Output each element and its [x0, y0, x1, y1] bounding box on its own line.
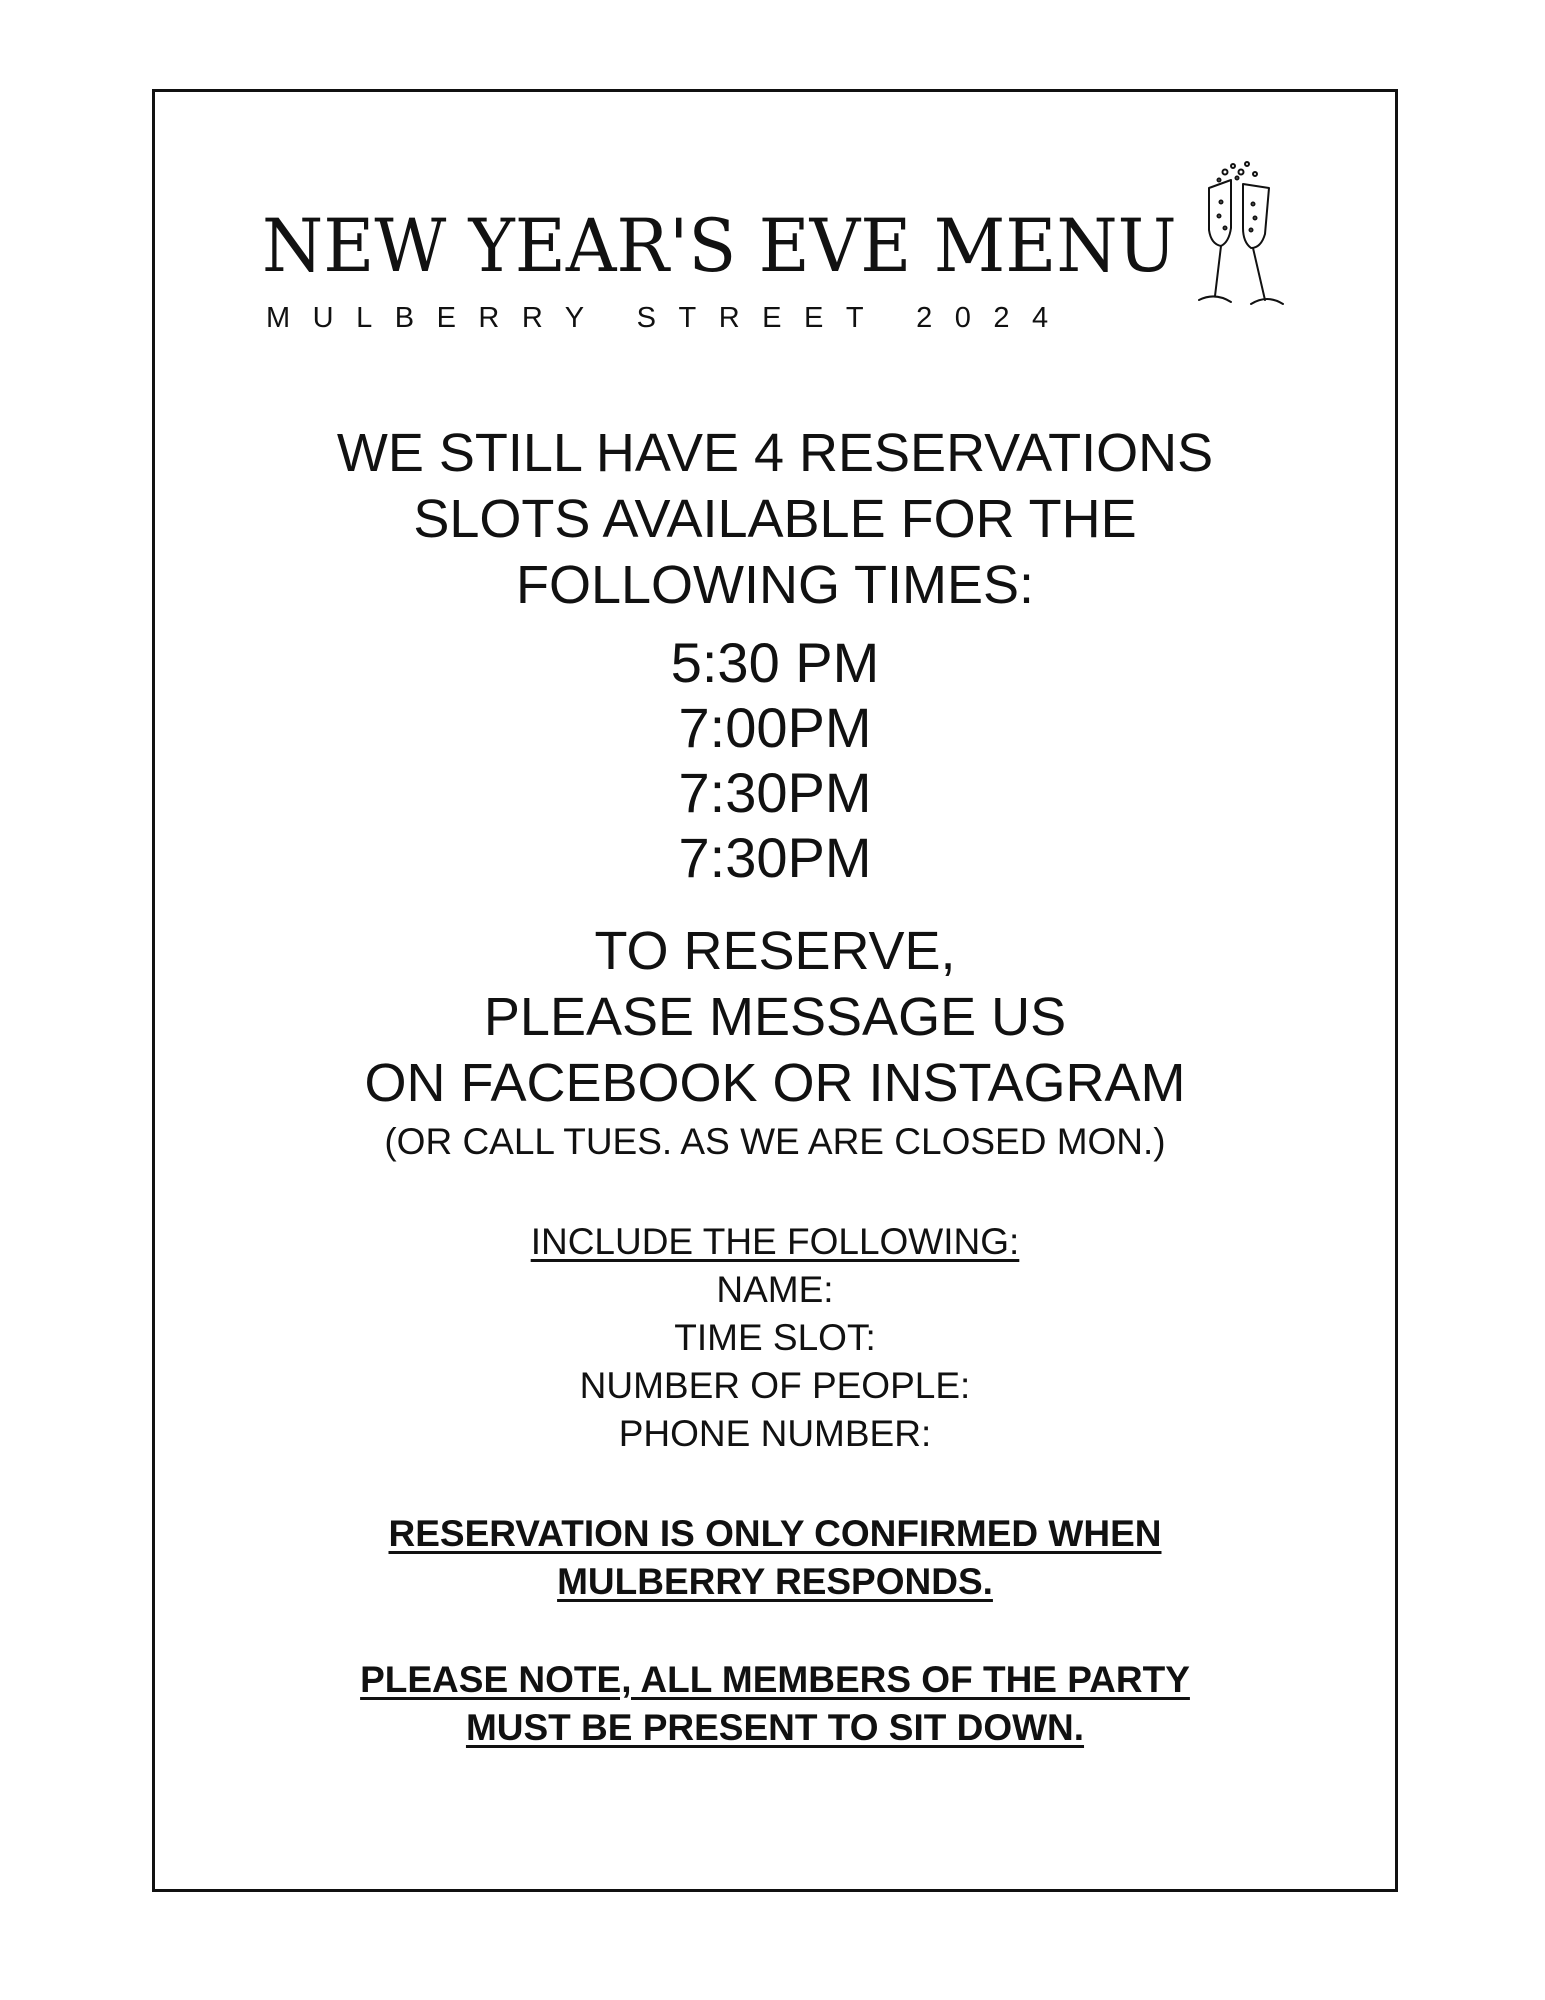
required-field: TIME SLOT: — [674, 1317, 876, 1358]
reserve-instructions — [152, 918, 1398, 1116]
time-slot: 7:30PM — [678, 761, 872, 824]
confirmation-notice — [152, 1510, 1398, 1606]
required-fields-list — [152, 1266, 1398, 1458]
time-slot-list — [152, 630, 1398, 890]
champagne-glasses-icon — [1185, 158, 1305, 310]
availability-line: SLOTS AVAILABLE FOR THE — [413, 489, 1137, 549]
availability-text — [152, 420, 1398, 618]
required-field: NUMBER OF PEOPLE: — [579, 1365, 971, 1406]
header — [0, 0, 1545, 360]
notice-line: MULBERRY RESPONDS. — [557, 1561, 993, 1602]
notice-line: MUST BE PRESENT TO SIT DOWN. — [465, 1707, 1085, 1748]
party-notice — [152, 1656, 1398, 1752]
notice-line: RESERVATION IS ONLY CONFIRMED WHEN — [388, 1513, 1162, 1554]
page-subtitle: MULBERRY STREET 2024 — [266, 302, 1071, 334]
time-slot: 7:00PM — [678, 696, 872, 759]
reserve-line: PLEASE MESSAGE US — [483, 987, 1067, 1047]
reserve-line: TO RESERVE, — [594, 921, 956, 981]
time-slot: 5:30 PM — [670, 631, 880, 694]
include-heading: INCLUDE THE FOLLOWING: — [530, 1221, 1020, 1262]
main-content — [152, 420, 1398, 1752]
required-field: NAME: — [716, 1269, 834, 1310]
reserve-note: (OR CALL TUES. AS WE ARE CLOSED MON.) — [384, 1121, 1166, 1162]
reserve-line: ON FACEBOOK OR INSTAGRAM — [364, 1053, 1186, 1113]
required-field: PHONE NUMBER: — [618, 1413, 932, 1454]
page-title: NEW YEAR'S EVE MENU — [262, 202, 1177, 290]
notice-line: PLEASE NOTE, ALL MEMBERS OF THE PARTY — [360, 1659, 1190, 1700]
availability-line: WE STILL HAVE 4 RESERVATIONS — [336, 423, 1214, 483]
time-slot: 7:30PM — [678, 826, 872, 889]
availability-line: FOLLOWING TIMES: — [515, 555, 1035, 615]
